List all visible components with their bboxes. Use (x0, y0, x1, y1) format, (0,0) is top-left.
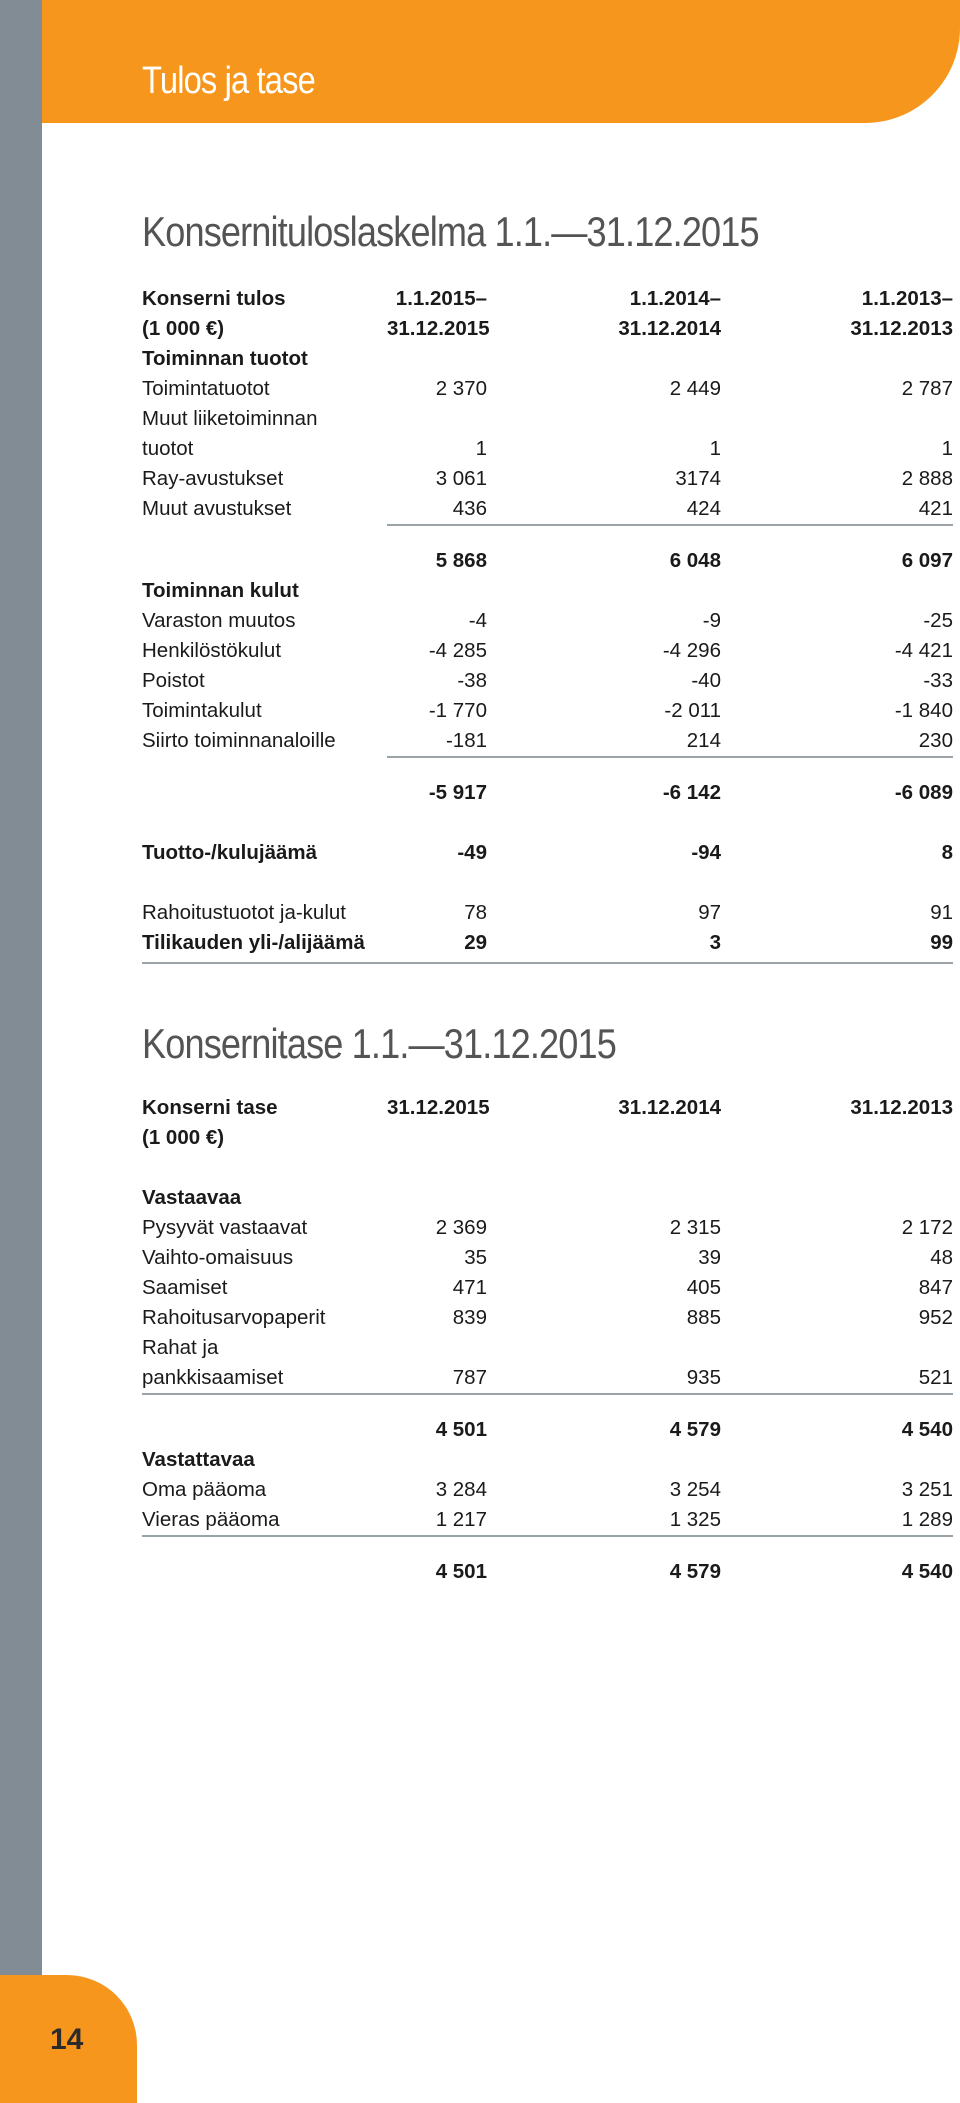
table-row: Poistot -38 -40 -33 (142, 669, 953, 692)
operating-costs-heading: Toiminnan kulut (142, 579, 299, 602)
income-head-2014: 1.1.2014– 31.12.2014 (618, 287, 721, 340)
period-result-row: Tilikauden yli-/alijäämä 29 3 99 (142, 928, 953, 963)
sidebar-stripe (0, 0, 42, 2025)
balance-sheet-title: Konsernitase 1.1.—31.12.2015 (142, 1020, 616, 1067)
financial-row: Rahoitustuotot ja-kulut 78 97 91 (142, 901, 953, 924)
table-row: Oma pääoma 3 284 3 254 3 251 (142, 1478, 953, 1501)
costs-total-row: -5 917 -6 142 -6 089 (142, 757, 953, 808)
table-row: Muut avustukset 436 424 421 (142, 497, 953, 520)
result-row: Tuotto-/kulujäämä -49 -94 8 (142, 841, 953, 864)
table-row: Henkilöstökulut -4 285 -4 296 -4 421 (142, 639, 953, 662)
table-row: Vaihto-omaisuus 35 39 48 (142, 1246, 953, 1269)
balance-sheet-table (142, 1093, 953, 1587)
table-row: Varaston muutos -4 -9 -25 (142, 609, 953, 632)
income-head-2015: 1.1.2015– 31.12.2015 (387, 287, 490, 340)
page-title: Tulos ja tase (142, 60, 315, 102)
income-total-row: 5 868 6 048 6 097 (142, 525, 953, 576)
income-header-row (142, 284, 953, 344)
income-statement-title: Konsernituloslaskelma 1.1.—31.12.2015 (142, 208, 759, 255)
table-row: Saamiset 471 405 847 (142, 1276, 953, 1299)
table-row: Toimintatuotot 2 370 2 449 2 787 (142, 377, 953, 400)
page-number: 14 (50, 2023, 84, 2056)
table-row: Toimintakulut -1 770 -2 011 -1 840 (142, 699, 953, 722)
table-row: Muut liiketoiminnan tuotot 1 1 1 (142, 407, 953, 460)
income-head-label: Konserni tulos (1 000 €) (142, 287, 286, 340)
balance-head-2014: 31.12.2014 (618, 1096, 721, 1119)
table-row: Siirto toiminnanaloille -181 214 230 (142, 729, 953, 752)
income-statement-table (142, 284, 953, 964)
table-row: Ray-avustukset 3 061 3174 2 888 (142, 467, 953, 490)
balance-head-label: Konserni tase (1 000 €) (142, 1096, 278, 1149)
table-row: Rahoitusarvopaperit 839 885 952 (142, 1306, 953, 1329)
liabilities-heading: Vastattavaa (142, 1448, 255, 1471)
assets-total-row: 4 501 4 579 4 540 (142, 1394, 953, 1445)
table-row: Vieras pääoma 1 217 1 325 1 289 (142, 1508, 953, 1531)
assets-heading: Vastaavaa (142, 1186, 242, 1209)
table-row: Rahat ja pankkisaamiset 787 935 521 (142, 1336, 953, 1389)
balance-head-2015: 31.12.2015 (387, 1096, 490, 1119)
balance-head-2013: 31.12.2013 (850, 1096, 953, 1119)
liabilities-total-row: 4 501 4 579 4 540 (142, 1536, 953, 1587)
operating-income-heading: Toiminnan tuotot (142, 347, 308, 370)
table-row: Pysyvät vastaavat 2 369 2 315 2 172 (142, 1216, 953, 1239)
income-head-2013: 1.1.2013– 31.12.2013 (850, 287, 953, 340)
balance-header-row (142, 1093, 953, 1153)
